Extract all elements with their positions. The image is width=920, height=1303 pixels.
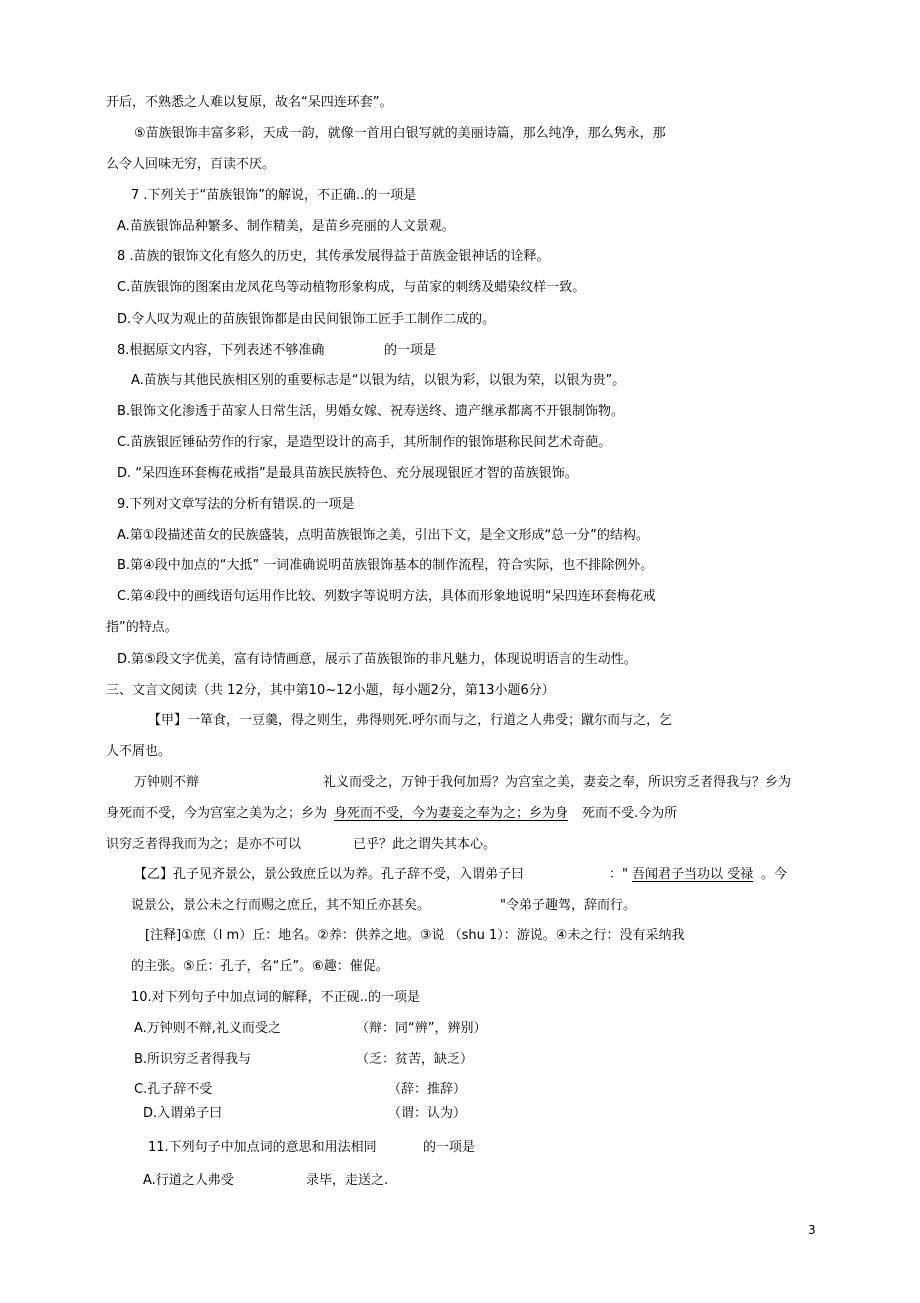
option-b-gloss: （乏：贫苦，缺乏） bbox=[356, 1052, 474, 1067]
question-8-tail: 的一项是 bbox=[384, 343, 437, 358]
option-c: C.第④段中的画线语句运用作比较、列数字等说明方法，具体而形象地说明“呆四连环套梅花戒 bbox=[117, 589, 656, 604]
text-line: 开后，不熟悉之人难以复原，故名“呆四连环套”。 bbox=[106, 95, 393, 110]
page-number: 3 bbox=[808, 1223, 816, 1237]
passage-jia: 死而不受.今为所 bbox=[582, 806, 678, 821]
annotation: [注释]①庶（l m）丘：地名。②养：供养之地。③说 （shu 1）：游说。④未之行：没有采纳我 bbox=[145, 928, 685, 943]
option-c: C.苗族银饰的图案由龙凤花鸟等动植物形象构成，与苗家的刺绣及蜡染纹样一致。 bbox=[117, 280, 586, 295]
passage-yi: 。今 bbox=[761, 867, 788, 882]
text-line: 么令人回味无穷，百读不厌。 bbox=[106, 157, 276, 172]
option-d-gloss: （谓：认为） bbox=[388, 1106, 467, 1121]
option-a-gloss: （辩：同“辨”，辨别） bbox=[356, 1021, 487, 1036]
option-a: A.万钟则不辩,礼义而受之 bbox=[134, 1021, 281, 1036]
option-b: B.所识穷乏者得我与 bbox=[134, 1052, 252, 1067]
passage-yi: "令弟子趣驾，辞而行。 bbox=[500, 898, 636, 913]
question-10: 10.对下列句子中加点词的解释，不正砚..的一项是 bbox=[131, 990, 420, 1005]
passage-yi: 说景公，景公未之行而赐之庶丘，其不知丘亦甚矣。 bbox=[131, 898, 431, 913]
option-a-compare: 录毕，走送之. bbox=[306, 1173, 389, 1188]
underlined-sentence: 吾闻君子当功以 受禄 bbox=[632, 867, 754, 882]
question-11: 11.下列句子中加点词的意思和用法相同 bbox=[148, 1140, 377, 1155]
underlined-sentence: 身死而不受，今为妻妾之奉为之；乡为身 bbox=[334, 806, 569, 821]
option-d: D.入谓弟子曰 bbox=[143, 1106, 223, 1121]
option-a: A.行道之人弗受 bbox=[143, 1173, 234, 1188]
option-b: B.第④段中加点的“大抵” 一词准确说明苗族银饰基本的制作流程，符合实际，也不排除例外。 bbox=[117, 558, 654, 573]
passage-jia: 人不屑也。 bbox=[106, 744, 172, 759]
option-c: C.孔子辞不受 bbox=[134, 1082, 213, 1097]
passage-yi: 【乙】孔子见齐景公，景公致庶丘以为养。孔子辞不受，入谓弟子曰 bbox=[134, 867, 525, 882]
question-8: 8.根据原文内容，下列表述不够准确 bbox=[117, 343, 325, 358]
annotation: 的主张。⑤丘：孔子，名“丘”。⑥趣：催促。 bbox=[131, 959, 389, 974]
passage-jia: 身死而不受，今为宫室之美为之；乡为 bbox=[106, 806, 328, 821]
option-d: D.令人叹为观止的苗族银饰都是由民间银饰工匠手工制作二成的。 bbox=[117, 312, 496, 327]
text-line: ⑤苗族银饰丰富多彩，天成一韵，就像一首用白银写就的美丽诗篇，那么纯净，那么隽永，那 bbox=[134, 126, 666, 141]
option-c: C.苗族银匠锤砧劳作的行家，是造型设计的高手，其所制作的银饰堪称民间艺术奇葩。 bbox=[117, 435, 612, 450]
passage-yi: ：" bbox=[609, 867, 628, 882]
option-a: A.苗族与其他民族相区别的重要标志是“以银为结，以银为彩，以银为荣，以银为贵”。 bbox=[131, 373, 626, 388]
passage-jia: 识穷乏者得我而为之；是亦不可以 bbox=[106, 837, 302, 852]
section-heading: 三、文言文阅读（共 12分，其中第10~12小题，每小题2分，第13小题6分） bbox=[106, 683, 555, 698]
passage-jia: 【甲】一箪食，一豆羹，得之则生，弗得则死.呼尔而与之，行道之人弗受；蹴尔而与之，乞 bbox=[148, 713, 673, 728]
question-11-tail: 的一项是 bbox=[423, 1140, 476, 1155]
option-d: D.第⑤段文字优美，富有诗情画意，展示了苗族银饰的非凡魅力，体现说明语言的生动性。 bbox=[117, 652, 637, 667]
passage-jia: 礼义而受之，万钟于我何加焉？为宫室之美，妻妾之奉，所识穷乏者得我与？乡为 bbox=[323, 775, 792, 790]
option-a: A.苗族银饰品种繁多、制作精美，是苗乡亮丽的人文景观。 bbox=[117, 219, 455, 234]
option-b: 8 .苗族的银饰文化有悠久的历史，其传承发展得益于苗族金银神话的诠释。 bbox=[117, 249, 550, 264]
passage-jia: 万钟则不辩 bbox=[134, 775, 200, 790]
option-d: D. “呆四连环套梅花戒指”是最具苗族民族特色、充分展现银匠才智的苗族银饰。 bbox=[117, 466, 578, 481]
option-b: B.银饰文化渗透于苗家人日常生活，男婚女嫁、祝寿送终、遗产继承都离不开银制饰物。 bbox=[117, 404, 625, 419]
option-c-gloss: （辞：推辞） bbox=[388, 1082, 467, 1097]
question-7: 7 .下列关于“苗族银饰”的解说，不正确..的一项是 bbox=[131, 188, 417, 203]
option-c-continued: 指”的特点。 bbox=[106, 620, 178, 635]
question-9: 9.下列对文章写法的分析有错误.的一项是 bbox=[117, 497, 355, 512]
passage-jia: 已乎？此之谓失其本心。 bbox=[353, 837, 497, 852]
option-a: A.第①段描述苗女的民族盛装，点明苗族银饰之美，引出下文，是全文形成“总一分”的结构。 bbox=[117, 528, 649, 543]
